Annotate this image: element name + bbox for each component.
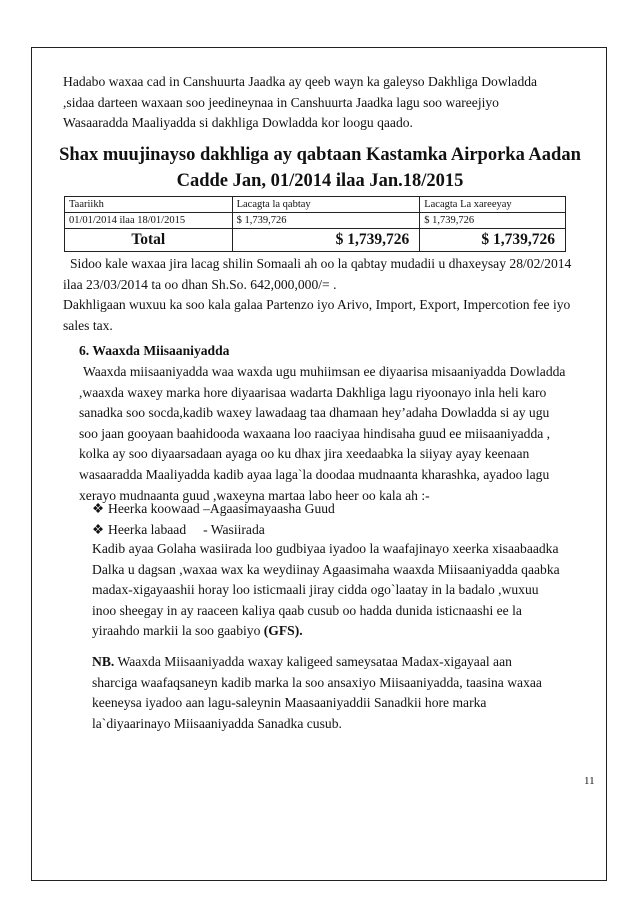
page-number: 11	[584, 775, 595, 787]
paragraph-line: la`diyaarinayo Miisaaniyadda Sanadka cusub.	[92, 715, 342, 731]
section-heading: 6. Waaxda Miisaaniyadda	[79, 343, 230, 358]
paragraph-line: Dalka u dagsan ,waxaa wax ka weydiinay Agaasimaha waaxda Miisaaniyadda qaabka	[92, 561, 560, 577]
diamond-bullet-icon: ❖	[92, 501, 105, 516]
paragraph-line: madax-xigayaashii horay loo isticmaali jiray cidda ogo`laatay in la badalo ,wuxuu	[92, 582, 539, 598]
paragraph-text: yiraahdo markii la soo gaabiyo	[92, 623, 264, 639]
diamond-bullet-icon: ❖	[92, 521, 105, 537]
paragraph-line	[92, 621, 560, 642]
paragraph-line: sanadka soo socda,kadib waxey lawadaag taa dhamaan hey’adaha Dowladda si ay ugu	[79, 405, 550, 421]
table-header-cell: Lacagta La xareeyay	[420, 197, 566, 213]
total-received: $ 1,739,726	[232, 229, 420, 252]
paragraph-text: Waaxda Miisaaniyadda waxay kaligeed sameysataa Madax-xigayaal aan	[114, 654, 512, 669]
table-header-cell: Lacagta la qabtay	[232, 197, 420, 213]
bullet-list	[92, 499, 335, 540]
table-total-row	[65, 229, 566, 252]
nb-paragraph	[92, 652, 542, 734]
paragraph-line: sharciga waafaqsaneyn kadib marka la soo ansaxiyo Miisaaniyadda, taasina waxaa	[92, 674, 542, 690]
intro-line: Wasaaradda Maaliyadda si dakhliga Dowladda kor loogu qaado.	[63, 115, 413, 131]
table-title-line: Shax muujinayso dakhliga ay qabtaan Kastamka Airporka Aadan	[59, 145, 581, 165]
paragraph-line	[92, 652, 542, 673]
total-label: Total	[65, 229, 233, 252]
table-title-line: Cadde Jan, 01/2014 ilaa Jan.18/2015	[176, 171, 464, 191]
intro-line: Hadabo waxaa cad in Canshuurta Jaadka ay qeeb wayn ka galeyso Dakhliga Dowladda	[63, 74, 538, 89]
after-table-paragraph	[63, 254, 571, 336]
paragraph-line: kolka ay soo diyaarsadaan ayaga oo ku dhax jira xeedaabka la siiyay ayay keenaan	[79, 446, 530, 462]
paragraph-line: ,waaxda waxey marka hore diyaarisaa wadarta Dakhliga lagu riyoonayo inla heli karo	[79, 384, 547, 400]
table-cell-deposited: $ 1,739,726	[420, 213, 566, 229]
section-paragraph	[79, 362, 565, 506]
gfs-abbreviation: (GFS).	[263, 623, 303, 639]
paragraph-line: xerayo mudnaanta guud ,waxeyna martaa labo heer oo kala ah :-	[79, 487, 430, 503]
bullet-text: Heerka labaad - Wasiirada	[108, 521, 265, 537]
paragraph-line: Sidoo kale waxaa jira lacag shilin Somaali ah oo la qabtay mudadii u dhaxeysay 28/02/2014	[70, 256, 572, 271]
paragraph-line: Dakhligaan wuxuu ka soo kala galaa Partenzo iyo Arivo, Import, Export, Impercotion fee iyo	[63, 297, 571, 313]
table-row	[65, 213, 566, 229]
paragraph-line: Waaxda miisaaniyadda waa waxda ugu muhiimsan ee diyaarisa misaaniyadda Dowladda	[83, 364, 566, 379]
bullet-item	[92, 499, 335, 520]
table-header-row	[65, 197, 566, 213]
paragraph-line: keeneysa iyadoo aan lagu-saleynin Maasaaniyaddii Sanadkii hore marka	[92, 695, 487, 711]
bullet-text: Heerka koowaad –Agaasimayaasha Guud	[108, 501, 335, 516]
bullet-item	[92, 520, 335, 541]
paragraph-line: Kadib ayaa Golaha wasiirada loo gudbiyaa iyadoo la waafajinayo xeerka xisaabaadka	[92, 541, 559, 556]
paragraph-line: inoo sheegay in ay raaceen kaliya qaab cusub oo hadda dunida isticnaashi ee la	[92, 602, 522, 618]
intro-line: ,sidaa darteen waxaan soo jeedineynaa in Canshuurta Jaadka lagu soo wareejiyo	[63, 94, 499, 110]
paragraph-line: sales tax.	[63, 317, 113, 333]
intro-paragraph	[63, 72, 537, 134]
table-cell-received: $ 1,739,726	[232, 213, 420, 229]
table-header-cell: Taariikh	[65, 197, 233, 213]
paragraph-line: soo jaan gooyaan baahidooda waxaana loo raaciyaa hindisaha guud ee miisaaniyadda ,	[79, 425, 551, 441]
table-title	[34, 142, 606, 194]
paragraph-line: wasaaradda Maaliyadda kadib ayaa laga`la doodaa mudnaanta kharashka, ayadoo lagu	[79, 466, 550, 482]
table-cell-date: 01/01/2014 ilaa 18/01/2015	[65, 213, 233, 229]
body-paragraph	[92, 539, 560, 642]
revenue-table	[64, 196, 566, 252]
total-deposited: $ 1,739,726	[420, 229, 566, 252]
nb-label: NB.	[92, 654, 115, 669]
paragraph-line: ilaa 23/03/2014 ta oo dhan Sh.So. 642,000,000/= .	[63, 276, 337, 292]
